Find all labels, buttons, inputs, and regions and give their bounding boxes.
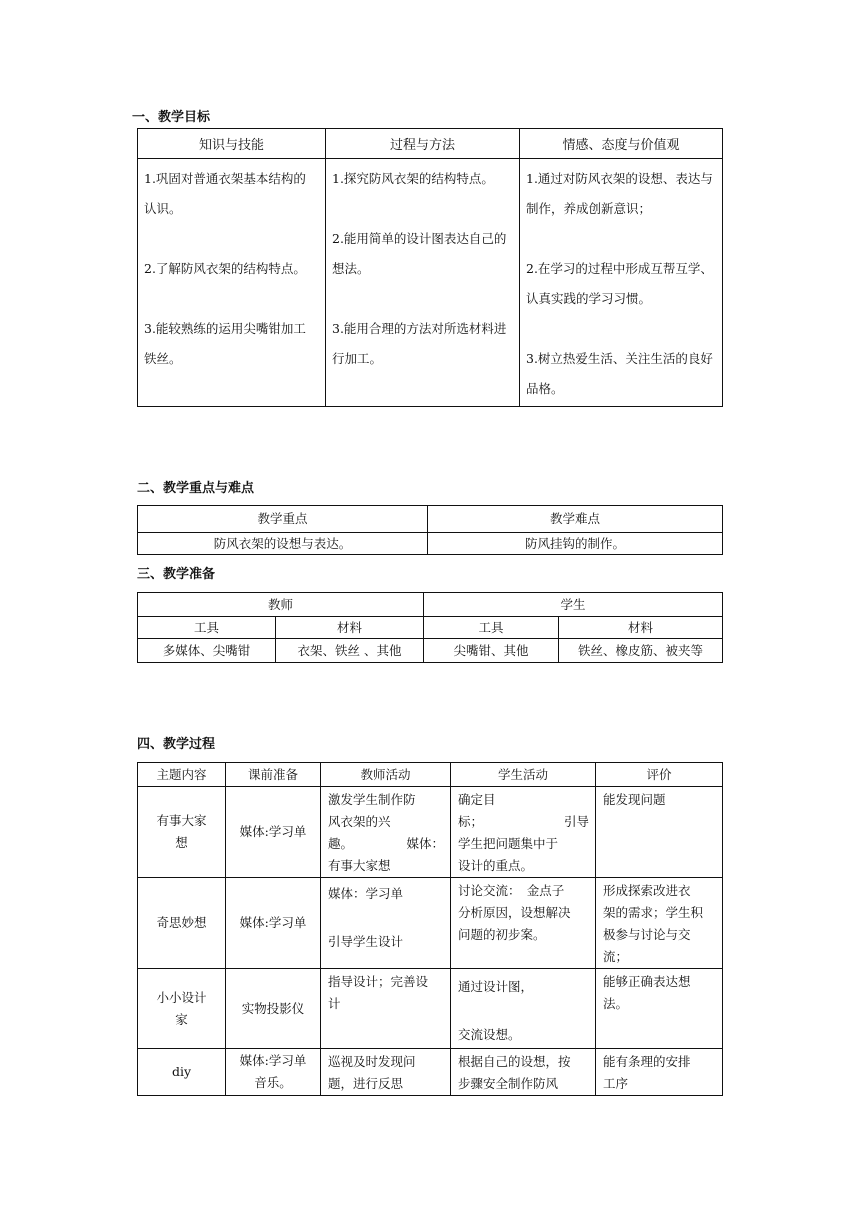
eval-cell	[596, 969, 723, 1049]
col-header-process: 过程与方法	[326, 129, 520, 159]
eval-line: 工序	[603, 1076, 629, 1091]
emotion-item: 3.树立热爱生活、关注生活的良好品格。	[526, 351, 713, 396]
prep-cell: 实物投影仪	[226, 969, 321, 1049]
student-activity-cell	[451, 787, 596, 878]
teacher-line	[328, 833, 444, 855]
eval-cell	[596, 878, 723, 969]
student-line: 确定目	[458, 792, 496, 807]
col-header-teacher: 教师活动	[321, 763, 451, 787]
section-heading-preparation: 三、教学准备	[137, 567, 216, 582]
student-line: 步骤安全制作防风	[458, 1076, 559, 1091]
process-item: 2.能用简单的设计图表达自己的想法。	[332, 231, 507, 276]
difficulty-label: 教学难点	[428, 506, 723, 533]
student-tool-header: 工具	[424, 617, 559, 639]
section-heading-process: 四、教学过程	[137, 737, 216, 752]
prep-line: 音乐。	[254, 1075, 292, 1090]
eval-cell	[596, 787, 723, 878]
student-material-header: 材料	[559, 617, 723, 639]
teacher-activity-cell	[321, 1049, 451, 1096]
student-line: 学生把问题集中于	[458, 836, 559, 851]
col-header-eval: 评价	[596, 763, 723, 787]
topic-cell: 奇思妙想	[138, 878, 226, 969]
topic-line: 家	[175, 1011, 188, 1027]
teacher-line: 有事大家想	[328, 858, 391, 873]
student-line: 设计的重点。	[458, 858, 534, 873]
process-table	[137, 762, 723, 1096]
student-line: 分析原因，设想解决	[458, 905, 571, 920]
emotion-cell	[520, 159, 723, 407]
eval-cell	[596, 1049, 723, 1096]
key-points-table	[137, 505, 723, 555]
teacher-line-part: 媒体：	[406, 836, 444, 851]
col-header-knowledge: 知识与技能	[138, 129, 326, 159]
eval-line: 极参与讨论与交	[603, 927, 691, 942]
section-heading-key-points: 二、教学重点与难点	[137, 481, 255, 496]
student-line-part: 标；	[458, 814, 484, 829]
eval-line: 能发现问题	[603, 792, 666, 807]
topic-cell: diy	[138, 1049, 226, 1096]
teacher-line: 巡视及时发现问	[328, 1054, 416, 1069]
student-line	[458, 811, 589, 833]
preparation-table	[137, 592, 723, 663]
teacher-material-header: 材料	[276, 617, 424, 639]
objectives-table	[137, 128, 723, 407]
student-line: 问题的初步案。	[458, 927, 546, 942]
topic-cell	[138, 969, 226, 1049]
emotion-item: 1.通过对防风衣架的设想、表达与制作，养成创新意识；	[526, 171, 713, 216]
student-activity-cell	[451, 1049, 596, 1096]
prep-cell: 媒体:学习单	[226, 878, 321, 969]
teacher-line: 计	[328, 996, 341, 1011]
teacher-tool-header: 工具	[138, 617, 276, 639]
student-header: 学生	[424, 593, 723, 617]
knowledge-item: 1.巩固对普通衣架基本结构的认识。	[144, 171, 306, 216]
teacher-activity-cell	[321, 878, 451, 969]
knowledge-cell	[138, 159, 326, 407]
student-line: 交流设想。	[458, 1027, 521, 1042]
teacher-line: 指导设计；完善设	[328, 974, 429, 989]
teacher-tools-value: 多媒体、尖嘴钳	[138, 639, 276, 663]
topic-line: 想	[175, 835, 188, 850]
eval-line: 能够正确表达想	[603, 974, 691, 989]
emotion-item: 2.在学习的过程中形成互帮互学、认真实践的学习习惯。	[526, 261, 713, 306]
difficulty-value: 防风挂钩的制作。	[428, 533, 723, 555]
teacher-line: 风衣架的兴	[328, 814, 391, 829]
topic-line: 有事大家	[156, 813, 207, 828]
teacher-line-part: 趣。	[328, 836, 354, 851]
topic-line: 小小设计	[156, 989, 207, 1005]
teacher-activity-cell	[321, 787, 451, 878]
student-tools-value: 尖嘴钳、其他	[424, 639, 559, 663]
process-item: 3.能用合理的方法对所选材料进行加工。	[332, 321, 507, 366]
eval-line: 形成探索改进衣	[603, 883, 691, 898]
process-cell	[326, 159, 520, 407]
prep-cell	[226, 1049, 321, 1096]
student-materials-value: 铁丝、橡皮筋、被夹等	[559, 639, 723, 663]
eval-line: 能有条理的安排	[603, 1054, 691, 1069]
student-line-part: 引导	[563, 814, 589, 829]
student-line: 讨论交流： 金点子	[458, 883, 565, 898]
eval-line: 流；	[603, 949, 629, 964]
key-label: 教学重点	[138, 506, 428, 533]
teacher-header: 教师	[138, 593, 424, 617]
teacher-line: 激发学生制作防	[328, 792, 416, 807]
teacher-line: 媒体：学习单	[328, 886, 404, 901]
col-header-emotion: 情感、态度与价值观	[520, 129, 723, 159]
eval-line: 架的需求；学生积	[603, 905, 704, 920]
key-value: 防风衣架的设想与表达。	[138, 533, 428, 555]
topic-cell	[138, 787, 226, 878]
teacher-line: 题，进行反思	[328, 1076, 404, 1091]
knowledge-item: 2.了解防风衣架的结构特点。	[144, 261, 306, 276]
student-line: 根据自己的设想，按	[458, 1054, 571, 1069]
teacher-line: 引导学生设计	[328, 934, 404, 949]
prep-cell: 媒体:学习单	[226, 787, 321, 878]
prep-line: 媒体:学习单	[239, 1053, 307, 1068]
teacher-materials-value: 衣架、铁丝 、其他	[276, 639, 424, 663]
col-header-topic: 主题内容	[138, 763, 226, 787]
section-heading-objectives: 一、教学目标	[132, 110, 211, 125]
teacher-activity-cell	[321, 969, 451, 1049]
knowledge-item: 3.能较熟练的运用尖嘴钳加工铁丝。	[144, 321, 306, 366]
col-header-prep: 课前准备	[226, 763, 321, 787]
student-activity-cell	[451, 878, 596, 969]
col-header-student: 学生活动	[451, 763, 596, 787]
student-line: 通过设计图，	[458, 979, 534, 994]
process-item: 1.探究防风衣架的结构特点。	[332, 171, 494, 186]
student-activity-cell	[451, 969, 596, 1049]
eval-line: 法。	[603, 996, 629, 1011]
